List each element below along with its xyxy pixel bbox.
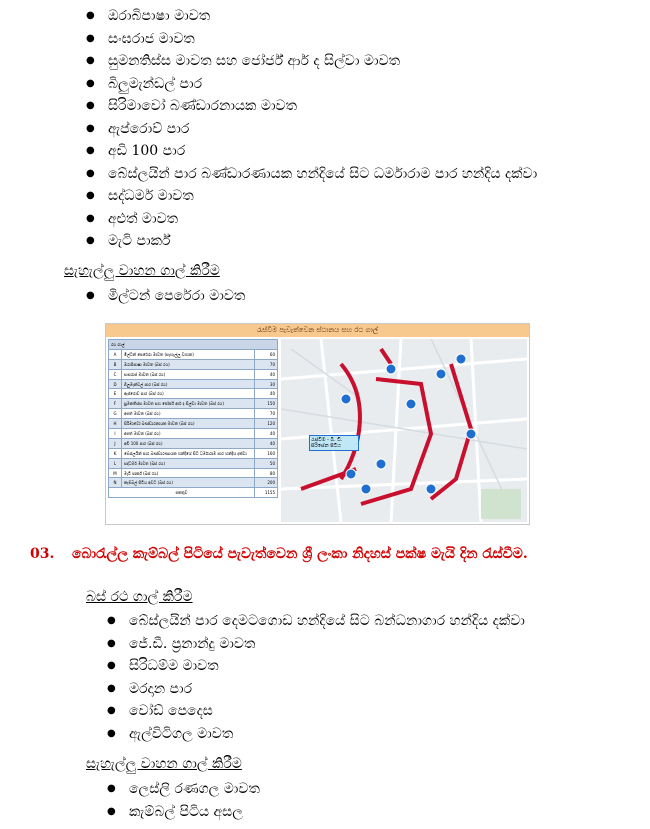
table-row	[109, 419, 278, 429]
table-row	[109, 359, 278, 369]
list-item: ● ජේ.ඩී. ප්‍රනාන්දු මාවත	[107, 633, 525, 656]
figure-title: රැස්වීම පැවැත්වෙන ස්ථානය සහ රථ ගාල්	[106, 324, 529, 337]
list-item: ● බේස්ලයින් පාර දෙමටගොඩ හන්දියේ සිට බන්ධනාගාර හන්දිය දක්වා	[107, 610, 525, 633]
heading-light-vehicle-parking-2: සැහැල්ලු වාහන ගාල් කිරීම	[86, 756, 242, 772]
row-location: අළුත් මාවත (බස් රථ)	[122, 429, 255, 439]
table-row	[109, 389, 278, 399]
table-row	[109, 409, 278, 419]
row-letter: L	[109, 458, 122, 468]
list-item: ● ඇප්රොව් පාර	[86, 118, 537, 141]
map-graphic	[281, 339, 527, 522]
list-item: ● බිලුමැන්ඩල් පාර	[86, 73, 537, 96]
table-row	[109, 369, 278, 379]
total-value: 1155	[255, 488, 278, 498]
row-letter: F	[109, 399, 122, 409]
table-row	[109, 438, 278, 448]
row-capacity: 70	[255, 409, 278, 419]
row-letter: I	[109, 429, 122, 439]
row-letter: E	[109, 389, 122, 399]
row-letter: B	[109, 359, 122, 369]
row-capacity: 200	[255, 478, 278, 488]
list-item: ● සිරිධම්ම මාවත	[107, 655, 525, 678]
total-label: එකතුව	[109, 488, 255, 498]
row-location: අළුත් මාවත (බස් රථ)	[122, 409, 255, 419]
list-item: ● ඔරාබිපාෂා මාවත	[86, 5, 537, 28]
row-letter: C	[109, 369, 122, 379]
table-row	[109, 399, 278, 409]
row-location: සංඝරාජ මාවත (බස් රථ)	[122, 369, 255, 379]
list-item: ● සංඝරාජ මාවත	[86, 28, 537, 51]
list-item: ● ඇල්විටිගල මාවත	[107, 723, 525, 746]
parking-map	[281, 339, 527, 522]
row-capacity: 40	[255, 429, 278, 439]
row-capacity: 30	[255, 379, 278, 389]
row-capacity: 160	[255, 448, 278, 458]
row-capacity: 150	[255, 399, 278, 409]
list-item: ● අළුත් මාවත	[86, 208, 537, 231]
list-item: ● ලෙස්ලි රණගල මාවත	[107, 778, 260, 801]
row-location: බේස්ලයින් පාර බණ්ඩාරණායක හන්දියේ සිට ධර්මාරාම පාර හන්දිය දක්වා	[122, 448, 255, 458]
heading-bus-parking-2: බස් රථ ගාල් කිරීම	[86, 589, 193, 605]
row-letter: D	[109, 379, 122, 389]
row-location: බිලුමැන්ඩල් පාර (බස් රථ)	[122, 379, 255, 389]
row-location: මිල්ටන් පෙරේරා මාවත (සැහැල්ලු වාහන)	[122, 349, 255, 359]
section-title-text: බොරැල්ල කැම්බල් පිටියේ පැවැත්වෙන ශ්‍රී ලංකා නිදහස් පක්ෂ මැයි දින රැස්වීම.	[72, 546, 528, 562]
list-item: ● කැම්බල් පිටිය අසල	[107, 801, 260, 824]
row-capacity: 120	[255, 419, 278, 429]
table-row	[109, 458, 278, 468]
row-location: ඔරාබිපාෂා මාවත (බස් රථ)	[122, 359, 255, 369]
list-item: ● සුමනතිස්ස මාවත සහ ජෝර්ජ් ආර් ද සිල්වා මාවත	[86, 50, 537, 73]
list-item: ● සිරිමාවෝ බණ්ඩාරනායක මාවත	[86, 95, 537, 118]
heading-light-vehicle-parking-1: සැහැල්ලු වාහන ගාල් කිරීම	[64, 263, 220, 279]
table-total-row	[109, 488, 278, 498]
table-row	[109, 478, 278, 488]
row-location: සුමනතිස්ස මාවත සහ ජෝර්ජ් ආර් ද සිල්වා මාවත (බස් රථ)	[122, 399, 255, 409]
row-letter: H	[109, 419, 122, 429]
row-letter: J	[109, 438, 122, 448]
list-item: ● වෝඩ් පෙදෙස	[107, 700, 525, 723]
table-row	[109, 468, 278, 478]
venue-label: රැස්වීම - බී. ඩී. සිරිසේන පිටිය	[309, 435, 359, 451]
row-capacity: 40	[255, 369, 278, 379]
row-letter: G	[109, 409, 122, 419]
table-row	[109, 379, 278, 389]
section-number: 03.	[30, 546, 55, 562]
parking-table	[108, 339, 278, 498]
list-item: ● මරදාන පාර	[107, 678, 525, 701]
table-header-row	[109, 340, 278, 350]
row-capacity: 60	[255, 349, 278, 359]
list-item: ● අඩි 100 පාර	[86, 140, 537, 163]
list-item: ● මැටි පාර්ක්	[86, 230, 537, 253]
row-letter: A	[109, 349, 122, 359]
row-location: මැටි පාර්ක් (බස් රථ)	[122, 468, 255, 478]
row-location: ඇප්රොව් පාර (බස් රථ)	[122, 389, 255, 399]
parking-list-bus-2	[107, 610, 525, 745]
row-capacity: 50	[255, 458, 278, 468]
row-location: අඩි 100 පාර (බස් රථ)	[122, 438, 255, 448]
parking-map-figure	[105, 323, 530, 525]
row-capacity: 40	[255, 438, 278, 448]
parking-list-bus-1	[86, 5, 537, 253]
table-row	[109, 349, 278, 359]
row-location: කැම්බල් පිටිය අවට (බස් රථ)	[122, 478, 255, 488]
list-item: ● සද්ධර්ම මාවත	[86, 185, 537, 208]
row-letter: M	[109, 468, 122, 478]
row-letter: K	[109, 448, 122, 458]
parking-list-light-1	[86, 285, 245, 308]
section-03-title	[30, 546, 528, 562]
row-capacity: 40	[255, 389, 278, 399]
list-item: ● බේස්ලයින් පාර බණ්ඩාරණායක හන්දියේ සිට ධර්මාරාම පාර හන්දිය දක්වා	[86, 163, 537, 186]
row-location: සිරිමාවෝ බණ්ඩාරනායක මාවත (බස් රථ)	[122, 419, 255, 429]
table-row	[109, 429, 278, 439]
row-letter: N	[109, 478, 122, 488]
row-location: සද්ධර්ම මාවත (බස් රථ)	[122, 458, 255, 468]
list-item: ● මිල්ටන් පෙරේරා මාවත	[86, 285, 245, 308]
row-capacity: 70	[255, 359, 278, 369]
table-row	[109, 448, 278, 458]
row-capacity: 80	[255, 468, 278, 478]
table-header-cell: රථ ගාල්	[109, 340, 278, 350]
parking-list-light-2	[107, 778, 260, 823]
